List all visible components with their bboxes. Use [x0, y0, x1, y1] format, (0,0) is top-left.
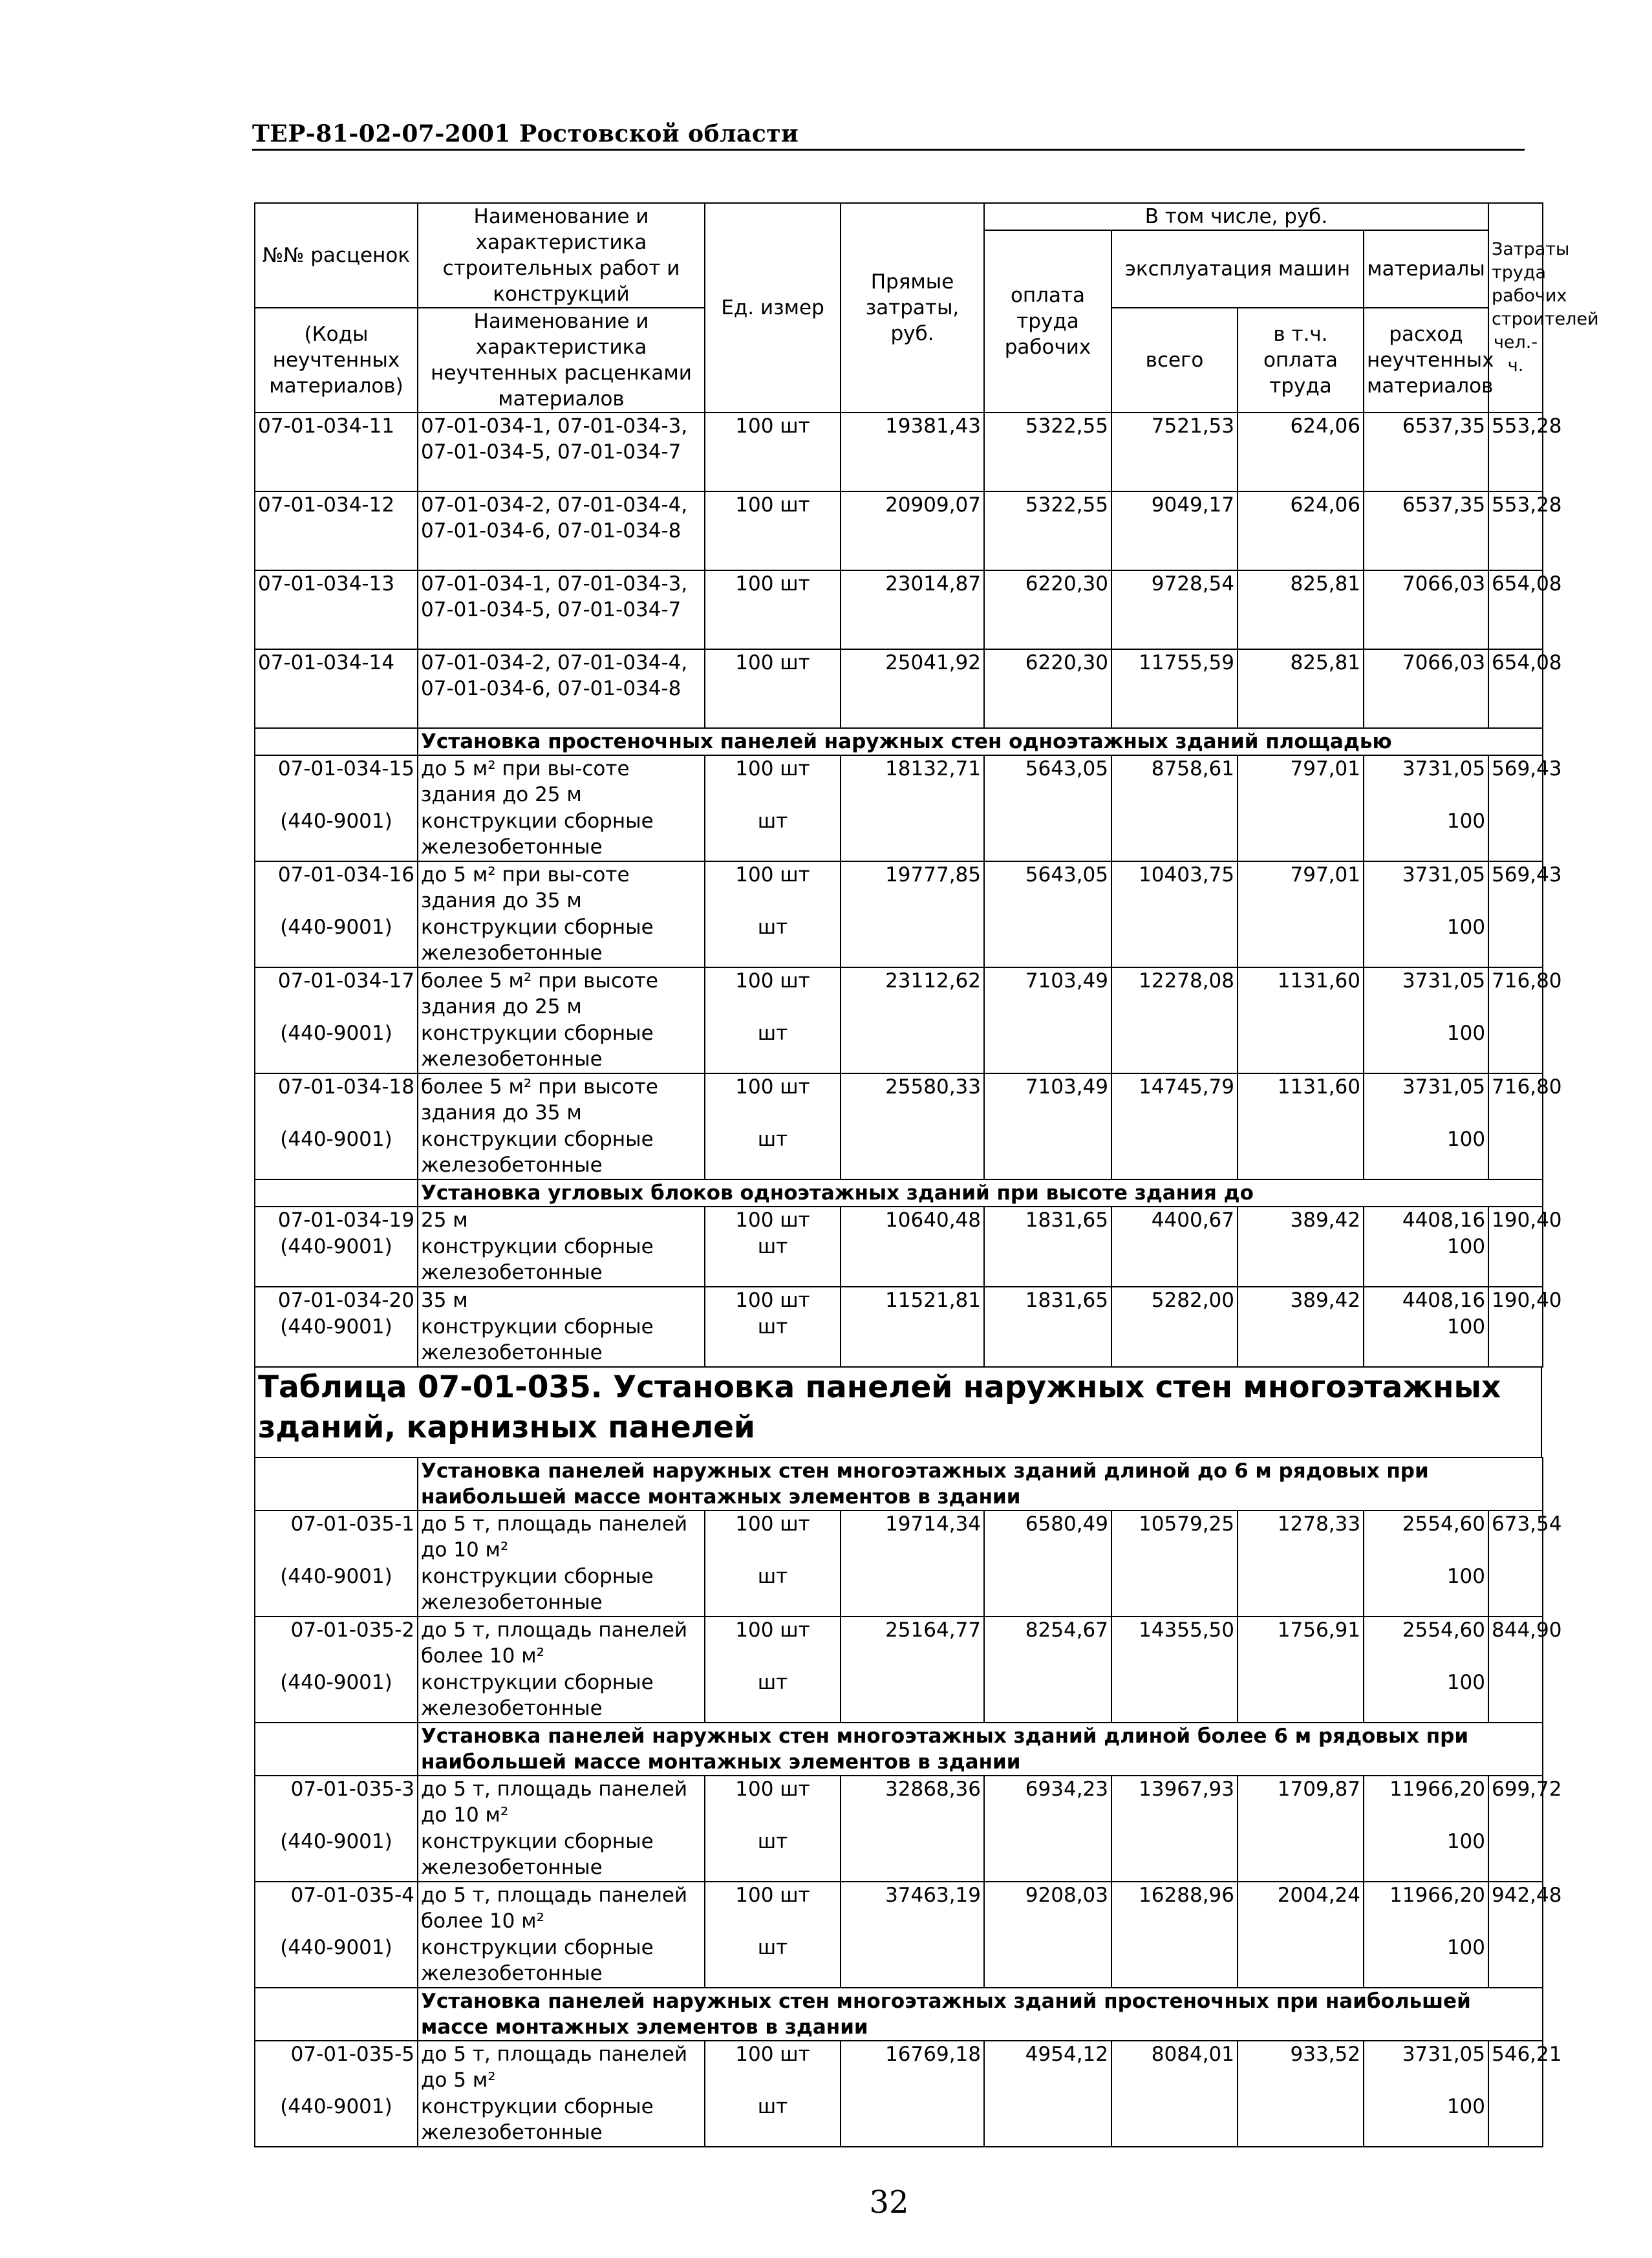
direct-costs: 23112,62	[841, 967, 984, 1020]
material-name: конструкции сборные железобетонные	[418, 1020, 705, 1073]
labor-hours: 673,54	[1488, 1511, 1543, 1564]
table-row	[255, 1882, 1543, 1935]
col-head-labor: Затраты труда рабочих строителей чел.-ч.	[1488, 203, 1543, 413]
machine-wage-cost: 1131,60	[1238, 967, 1364, 1020]
table-row	[255, 1073, 1543, 1126]
col-head-mach-wage: в т.ч. оплата труда	[1238, 308, 1364, 413]
direct-costs	[841, 1126, 984, 1179]
material-code: (440-9001)	[255, 1670, 418, 1723]
col-head-machines: эксплуатация машин	[1111, 230, 1364, 308]
machine-wage-cost: 1756,91	[1238, 1617, 1364, 1670]
rate-name: до 5 т, площадь панелей более 10 м²	[418, 1882, 705, 1935]
machine-wage-cost: 933,52	[1238, 2041, 1364, 2094]
direct-costs: 37463,19	[841, 1882, 984, 1935]
direct-costs: 11521,81	[841, 1287, 984, 1314]
col-head-direct: Прямые затраты, руб.	[841, 203, 984, 413]
machine-wage-cost: 2004,24	[1238, 1882, 1364, 1935]
wage-cost: 7103,49	[984, 1073, 1111, 1126]
material-name: конструкции сборные железобетонные	[418, 1126, 705, 1179]
wage-cost	[984, 914, 1111, 967]
rate-name: до 5 т, площадь панелей до 10 м²	[418, 1776, 705, 1829]
direct-costs: 25041,92	[841, 649, 984, 728]
direct-costs	[841, 914, 984, 967]
table-row	[255, 755, 1543, 808]
table-row	[255, 570, 1543, 649]
material-quantity: 100	[1364, 1314, 1488, 1367]
labor-hours	[1488, 1564, 1543, 1617]
table-row	[255, 967, 1543, 1020]
col-head-materials-sub: расход неучтенных материалов	[1364, 308, 1488, 413]
machine-wage-cost: 797,01	[1238, 861, 1364, 914]
col-head-incl: В том числе, руб.	[984, 203, 1488, 230]
material-row	[255, 1829, 1543, 1882]
rate-name: 07-01-034-1, 07-01-034-3, 07-01-034-5, 07-01-034-7	[418, 570, 705, 649]
direct-costs	[841, 1564, 984, 1617]
direct-costs: 20909,07	[841, 491, 984, 570]
machine-wage-cost	[1238, 1314, 1364, 1367]
material-unit: шт	[705, 1020, 841, 1073]
machine-wage-cost	[1238, 1564, 1364, 1617]
wage-cost	[984, 1829, 1111, 1882]
materials-cost: 11966,20	[1364, 1882, 1488, 1935]
machine-cost	[1111, 1020, 1238, 1073]
machine-wage-cost: 389,42	[1238, 1287, 1364, 1314]
machine-wage-cost: 797,01	[1238, 755, 1364, 808]
rate-code: 07-01-035-5	[255, 2041, 418, 2094]
material-code: (440-9001)	[255, 1829, 418, 1882]
machine-wage-cost	[1238, 808, 1364, 861]
labor-hours: 699,72	[1488, 1776, 1543, 1829]
section-heading: Установка панелей наружных стен многоэтажных зданий длиной до 6 м рядовых при наибольшей массе монтажных элементов в здании	[418, 1457, 1543, 1511]
direct-costs: 19777,85	[841, 861, 984, 914]
machine-wage-cost	[1238, 2094, 1364, 2147]
machine-cost	[1111, 1935, 1238, 1988]
material-unit: шт	[705, 808, 841, 861]
table-row	[255, 1287, 1543, 1314]
wage-cost: 5643,05	[984, 861, 1111, 914]
labor-hours	[1488, 914, 1543, 967]
unit: 100 шт	[705, 570, 841, 649]
machine-cost: 7521,53	[1111, 413, 1238, 491]
machine-cost: 5282,00	[1111, 1287, 1238, 1314]
material-quantity: 100	[1364, 1126, 1488, 1179]
rate-name: до 5 м² при вы-соте здания до 35 м	[418, 861, 705, 914]
wage-cost: 5322,55	[984, 413, 1111, 491]
table-row	[255, 1207, 1543, 1234]
wage-cost	[984, 1020, 1111, 1073]
labor-hours	[1488, 1126, 1543, 1179]
table-row	[255, 1617, 1543, 1670]
unit: 100 шт	[705, 413, 841, 491]
materials-cost: 4408,16	[1364, 1287, 1488, 1314]
rate-code: 07-01-035-4	[255, 1882, 418, 1935]
rate-name: до 5 т, площадь панелей до 5 м²	[418, 2041, 705, 2094]
machine-wage-cost	[1238, 1829, 1364, 1882]
material-name: конструкции сборные железобетонные	[418, 914, 705, 967]
unit: 100 шт	[705, 1882, 841, 1935]
labor-hours	[1488, 1935, 1543, 1988]
labor-hours: 553,28	[1488, 491, 1543, 570]
unit: 100 шт	[705, 755, 841, 808]
col-head-unit: Ед. измер	[705, 203, 841, 413]
materials-cost: 3731,05	[1364, 1073, 1488, 1126]
materials-cost: 7066,03	[1364, 570, 1488, 649]
page-number: 32	[869, 2184, 909, 2220]
machine-cost: 8084,01	[1111, 2041, 1238, 2094]
rate-code: 07-01-035-3	[255, 1776, 418, 1829]
machine-wage-cost	[1238, 914, 1364, 967]
rate-name: 07-01-034-2, 07-01-034-4, 07-01-034-6, 07-01-034-8	[418, 491, 705, 570]
machine-cost	[1111, 2094, 1238, 2147]
material-name: конструкции сборные железобетонные	[418, 1829, 705, 1882]
machine-cost: 12278,08	[1111, 967, 1238, 1020]
wage-cost	[984, 1564, 1111, 1617]
unit: 100 шт	[705, 1073, 841, 1126]
materials-cost: 3731,05	[1364, 861, 1488, 914]
rate-code: 07-01-034-15	[255, 755, 418, 808]
machine-wage-cost: 624,06	[1238, 491, 1364, 570]
direct-costs	[841, 1314, 984, 1367]
machine-wage-cost: 825,81	[1238, 649, 1364, 728]
direct-costs	[841, 1670, 984, 1723]
table-row	[255, 413, 1543, 491]
machine-cost: 10403,75	[1111, 861, 1238, 914]
direct-costs	[841, 1020, 984, 1073]
materials-cost: 11966,20	[1364, 1776, 1488, 1829]
machine-wage-cost	[1238, 1670, 1364, 1723]
direct-costs: 19381,43	[841, 413, 984, 491]
material-row	[255, 1564, 1543, 1617]
machine-wage-cost: 1131,60	[1238, 1073, 1364, 1126]
machine-cost: 13967,93	[1111, 1776, 1238, 1829]
labor-hours	[1488, 808, 1543, 861]
wage-cost	[984, 1314, 1111, 1367]
section-heading: Установка угловых блоков одноэтажных зданий при высоте здания до	[418, 1179, 1543, 1207]
wage-cost	[984, 1670, 1111, 1723]
rate-name: более 5 м² при высоте здания до 35 м	[418, 1073, 705, 1126]
labor-hours: 569,43	[1488, 861, 1543, 914]
material-name: конструкции сборные железобетонные	[418, 1564, 705, 1617]
unit: 100 шт	[705, 1287, 841, 1314]
wage-cost	[984, 1935, 1111, 1988]
material-quantity: 100	[1364, 1935, 1488, 1988]
rate-code: 07-01-035-1	[255, 1511, 418, 1564]
materials-cost: 4408,16	[1364, 1207, 1488, 1234]
material-unit: шт	[705, 1829, 841, 1882]
material-unit: шт	[705, 914, 841, 967]
material-row	[255, 1314, 1543, 1367]
material-quantity: 100	[1364, 1829, 1488, 1882]
material-row	[255, 1935, 1543, 1988]
material-row	[255, 1234, 1543, 1287]
labor-hours: 716,80	[1488, 1073, 1543, 1126]
machine-cost	[1111, 1314, 1238, 1367]
material-name: конструкции сборные железобетонные	[418, 808, 705, 861]
rate-name: до 5 т, площадь панелей более 10 м²	[418, 1617, 705, 1670]
wage-cost	[984, 808, 1111, 861]
wage-cost: 5322,55	[984, 491, 1111, 570]
rate-name: 25 м	[418, 1207, 705, 1234]
running-header	[252, 120, 1525, 151]
rate-name: 07-01-034-2, 07-01-034-4, 07-01-034-6, 07-01-034-8	[418, 649, 705, 728]
wage-cost	[984, 2094, 1111, 2147]
header-title: ТЕР-81-02-07-2001 Ростовской области	[252, 120, 799, 147]
labor-hours: 716,80	[1488, 967, 1543, 1020]
machine-cost: 16288,96	[1111, 1882, 1238, 1935]
machine-cost	[1111, 1829, 1238, 1882]
material-name: конструкции сборные железобетонные	[418, 1935, 705, 1988]
labor-hours	[1488, 1234, 1543, 1287]
direct-costs: 19714,34	[841, 1511, 984, 1564]
labor-hours: 190,40	[1488, 1287, 1543, 1314]
material-code: (440-9001)	[255, 1234, 418, 1287]
rate-code: 07-01-034-11	[255, 413, 418, 491]
col-head-wage: оплата труда рабочих	[984, 230, 1111, 413]
rate-code: 07-01-034-20	[255, 1287, 418, 1314]
labor-hours	[1488, 1829, 1543, 1882]
machine-cost: 14745,79	[1111, 1073, 1238, 1126]
machine-wage-cost	[1238, 1126, 1364, 1179]
wage-cost	[984, 1234, 1111, 1287]
material-name: конструкции сборные железобетонные	[418, 2094, 705, 2147]
material-name: конструкции сборные железобетонные	[418, 1670, 705, 1723]
wage-cost: 4954,12	[984, 2041, 1111, 2094]
direct-costs	[841, 808, 984, 861]
labor-hours: 654,08	[1488, 570, 1543, 649]
materials-cost: 7066,03	[1364, 649, 1488, 728]
col-head-name-sub: Наименование и характеристика неучтенных расценками материалов	[418, 308, 705, 413]
wage-cost: 7103,49	[984, 967, 1111, 1020]
labor-hours	[1488, 2094, 1543, 2147]
machine-cost: 14355,50	[1111, 1617, 1238, 1670]
table-row	[255, 1511, 1543, 1564]
labor-hours: 654,08	[1488, 649, 1543, 728]
rate-code: 07-01-034-17	[255, 967, 418, 1020]
machine-cost: 8758,61	[1111, 755, 1238, 808]
material-unit: шт	[705, 1126, 841, 1179]
material-name: конструкции сборные железобетонные	[418, 1234, 705, 1287]
direct-costs	[841, 1935, 984, 1988]
machine-wage-cost: 1709,87	[1238, 1776, 1364, 1829]
unit: 100 шт	[705, 2041, 841, 2094]
rates-table-07-01-035	[254, 1457, 1562, 2147]
wage-cost: 6220,30	[984, 570, 1111, 649]
wage-cost: 1831,65	[984, 1207, 1111, 1234]
col-head-mach-total: всего	[1111, 308, 1238, 413]
material-row	[255, 1020, 1543, 1073]
rate-name: до 5 м² при вы-соте здания до 25 м	[418, 755, 705, 808]
labor-hours: 190,40	[1488, 1207, 1543, 1234]
material-code: (440-9001)	[255, 1020, 418, 1073]
materials-cost: 3731,05	[1364, 755, 1488, 808]
machine-wage-cost: 825,81	[1238, 570, 1364, 649]
section-heading: Установка панелей наружных стен многоэтажных зданий простеночных при наибольшей массе монтажных элементов в здании	[418, 1988, 1543, 2041]
machine-cost: 10579,25	[1111, 1511, 1238, 1564]
unit: 100 шт	[705, 861, 841, 914]
machine-cost: 9049,17	[1111, 491, 1238, 570]
machine-cost	[1111, 1234, 1238, 1287]
labor-hours: 569,43	[1488, 755, 1543, 808]
labor-hours: 553,28	[1488, 413, 1543, 491]
material-quantity: 100	[1364, 1234, 1488, 1287]
material-row	[255, 1670, 1543, 1723]
direct-costs	[841, 1829, 984, 1882]
rates-table-07-01-034	[254, 202, 1599, 1368]
materials-cost: 6537,35	[1364, 491, 1488, 570]
col-head-code: №№ расценок	[255, 203, 418, 308]
wage-cost: 6580,49	[984, 1511, 1111, 1564]
machine-cost	[1111, 914, 1238, 967]
material-row	[255, 1126, 1543, 1179]
machine-wage-cost	[1238, 1234, 1364, 1287]
wage-cost: 1831,65	[984, 1287, 1111, 1314]
col-head-materials: материалы	[1364, 230, 1488, 308]
material-quantity: 100	[1364, 1020, 1488, 1073]
labor-hours	[1488, 1020, 1543, 1073]
unit: 100 шт	[705, 649, 841, 728]
direct-costs: 18132,71	[841, 755, 984, 808]
rate-name: до 5 т, площадь панелей до 10 м²	[418, 1511, 705, 1564]
wage-cost: 6220,30	[984, 649, 1111, 728]
material-name: конструкции сборные железобетонные	[418, 1314, 705, 1367]
machine-cost	[1111, 1564, 1238, 1617]
direct-costs: 16769,18	[841, 2041, 984, 2094]
rate-code: 07-01-034-12	[255, 491, 418, 570]
machine-wage-cost: 624,06	[1238, 413, 1364, 491]
materials-cost: 2554,60	[1364, 1617, 1488, 1670]
col-head-code-sub: (Коды неучтенных материалов)	[255, 308, 418, 413]
unit: 100 шт	[705, 1617, 841, 1670]
table-row	[255, 2041, 1543, 2094]
wage-cost: 8254,67	[984, 1617, 1111, 1670]
material-code: (440-9001)	[255, 914, 418, 967]
material-quantity: 100	[1364, 1670, 1488, 1723]
material-code: (440-9001)	[255, 1935, 418, 1988]
material-unit: шт	[705, 1564, 841, 1617]
direct-costs	[841, 2094, 984, 2147]
rate-name: более 5 м² при высоте здания до 25 м	[418, 967, 705, 1020]
unit: 100 шт	[705, 967, 841, 1020]
wage-cost: 9208,03	[984, 1882, 1111, 1935]
section-heading: Установка панелей наружных стен многоэтажных зданий длиной более 6 м рядовых при наибольшей массе монтажных элементов в здании	[418, 1723, 1543, 1776]
table-row	[255, 491, 1543, 570]
direct-costs	[841, 1234, 984, 1287]
material-quantity: 100	[1364, 914, 1488, 967]
material-code: (440-9001)	[255, 1314, 418, 1367]
material-unit: шт	[705, 1935, 841, 1988]
materials-cost: 3731,05	[1364, 2041, 1488, 2094]
table-row	[255, 1776, 1543, 1829]
machine-wage-cost	[1238, 1935, 1364, 1988]
material-unit: шт	[705, 2094, 841, 2147]
labor-hours	[1488, 1314, 1543, 1367]
labor-hours: 844,90	[1488, 1617, 1543, 1670]
materials-cost: 6537,35	[1364, 413, 1488, 491]
unit: 100 шт	[705, 1511, 841, 1564]
unit: 100 шт	[705, 1776, 841, 1829]
material-code: (440-9001)	[255, 808, 418, 861]
table-title: Таблица 07-01-035. Установка панелей наружных стен многоэтажных зданий, карнизных панелей	[258, 1370, 1501, 1445]
machine-wage-cost	[1238, 1020, 1364, 1073]
direct-costs: 10640,48	[841, 1207, 984, 1234]
direct-costs: 23014,87	[841, 570, 984, 649]
direct-costs: 25580,33	[841, 1073, 984, 1126]
rate-code: 07-01-034-14	[255, 649, 418, 728]
material-code: (440-9001)	[255, 1126, 418, 1179]
machine-cost	[1111, 1126, 1238, 1179]
rate-code: 07-01-034-16	[255, 861, 418, 914]
direct-costs: 32868,36	[841, 1776, 984, 1829]
labor-hours: 546,21	[1488, 2041, 1543, 2094]
rate-name: 35 м	[418, 1287, 705, 1314]
direct-costs: 25164,77	[841, 1617, 984, 1670]
col-head-name: Наименование и характеристика строительных работ и конструкций	[418, 203, 705, 308]
unit: 100 шт	[705, 491, 841, 570]
material-quantity: 100	[1364, 1564, 1488, 1617]
material-unit: шт	[705, 1234, 841, 1287]
material-code: (440-9001)	[255, 2094, 418, 2147]
rate-code: 07-01-034-19	[255, 1207, 418, 1234]
machine-cost	[1111, 1670, 1238, 1723]
machine-cost	[1111, 808, 1238, 861]
wage-cost: 5643,05	[984, 755, 1111, 808]
material-code: (440-9001)	[255, 1564, 418, 1617]
material-row	[255, 808, 1543, 861]
material-unit: шт	[705, 1314, 841, 1367]
material-row	[255, 914, 1543, 967]
rate-code: 07-01-034-18	[255, 1073, 418, 1126]
table-row	[255, 649, 1543, 728]
table-row	[255, 861, 1543, 914]
wage-cost: 6934,23	[984, 1776, 1111, 1829]
materials-cost: 2554,60	[1364, 1511, 1488, 1564]
rate-code: 07-01-034-13	[255, 570, 418, 649]
wage-cost	[984, 1126, 1111, 1179]
machine-cost: 9728,54	[1111, 570, 1238, 649]
material-row	[255, 2094, 1543, 2147]
material-quantity: 100	[1364, 808, 1488, 861]
labor-hours	[1488, 1670, 1543, 1723]
unit: 100 шт	[705, 1207, 841, 1234]
machine-cost: 11755,59	[1111, 649, 1238, 728]
machine-wage-cost: 1278,33	[1238, 1511, 1364, 1564]
labor-hours: 942,48	[1488, 1882, 1543, 1935]
machine-wage-cost: 389,42	[1238, 1207, 1364, 1234]
materials-cost: 3731,05	[1364, 967, 1488, 1020]
material-unit: шт	[705, 1670, 841, 1723]
machine-cost: 4400,67	[1111, 1207, 1238, 1234]
material-quantity: 100	[1364, 2094, 1488, 2147]
table-title-block	[254, 1366, 1542, 1457]
section-heading: Установка простеночных панелей наружных стен одноэтажных зданий площадью	[418, 728, 1543, 755]
rate-code: 07-01-035-2	[255, 1617, 418, 1670]
rate-name: 07-01-034-1, 07-01-034-3, 07-01-034-5, 07-01-034-7	[418, 413, 705, 491]
